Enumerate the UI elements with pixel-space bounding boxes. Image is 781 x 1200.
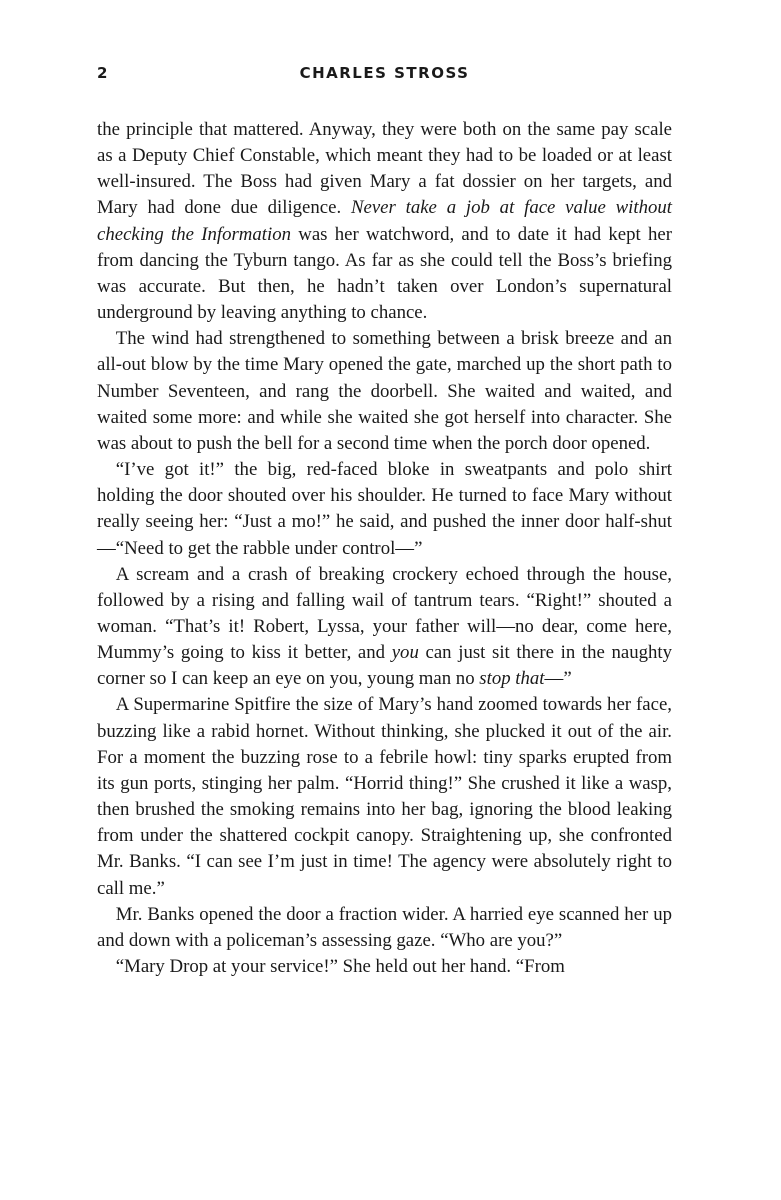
paragraph	[97, 954, 672, 980]
paragraph	[97, 562, 672, 693]
paragraph	[97, 117, 672, 326]
text-segment: can just sit there in the naughty corner so I can keep an eye on you, young man no	[97, 642, 672, 690]
page-number: 2	[97, 64, 109, 82]
text-segment: was her watchword, and to date it had kept her from dancing the Tyburn tango. As far as she could tell the Boss’s briefing was accurate. But then, he hadn’t taken over London’s supernatural underground by leaving anything to chance.	[97, 223, 672, 324]
body-text	[97, 117, 672, 980]
text-segment: “I’ve got it!” the big, red-faced bloke in sweatpants and polo shirt holding the door shouted over his shoulder. He turned to face Mary without really seeing her: “Just a mo!” he said, and pushed the inner door half-shut—“Need to get the rabble under control—”	[97, 459, 672, 559]
text-segment: Mr. Banks opened the door a fraction wider. A harried eye scanned her up and down with a policeman’s assessing gaze. “Who are you?”	[97, 903, 672, 951]
text-segment: The wind had strengthened to something between a brisk breeze and an all-out blow by the time Mary opened the gate, marched up the short path to Number Seventeen, and rang the doorbell. She waited and waited, and waited some more: and while she waited she got herself into character. She was about to push the bell for a second time when the porch door opened.	[97, 328, 672, 454]
page-header	[97, 64, 672, 88]
italic-text-segment: you	[391, 642, 419, 664]
italic-text-segment: Never take a job at face value without checking the Information	[97, 197, 673, 245]
italic-text-segment: stop that	[479, 668, 545, 690]
paragraph	[97, 457, 672, 562]
text-segment: the principle that mattered. Anyway, they were both on the same pay scale as a Deputy Chief Constable, which meant they had to be loaded or at least well-insured. The Boss had given Mary a fat dossier on her targets, and Mary had done due diligence.	[97, 119, 672, 219]
text-segment: —”	[544, 668, 572, 690]
paragraph	[97, 692, 672, 901]
paragraph	[97, 326, 672, 457]
text-segment: A scream and a crash of breaking crockery echoed through the house, followed by a rising and falling wail of tantrum tears. “Right!” shouted a woman. “That’s it! Robert, Lyssa, your father will—no dear, come here, Mummy’s going to kiss it better, and	[97, 563, 672, 664]
running-head-author: CHARLES STROSS	[299, 64, 470, 82]
paragraph	[97, 902, 672, 954]
text-segment: A Supermarine Spitfire the size of Mary’s hand zoomed towards her face, buzzing like a rabid hornet. Without thinking, she plucked it out of the air. For a moment the buzzing rose to a febrile howl: tiny sparks erupted from its gun ports, stinging her palm. “Horrid thing!” She crushed it like a wasp, then brushed the smoking remains into her bag, ignoring the blood leaking from under the shattered cockpit canopy. Straightening up, she confronted Mr. Banks. “I can see I’m just in time! The agency were absolutely right to call me.”	[97, 694, 672, 899]
text-segment: “Mary Drop at your service!” She held out her hand. “From	[115, 956, 565, 977]
